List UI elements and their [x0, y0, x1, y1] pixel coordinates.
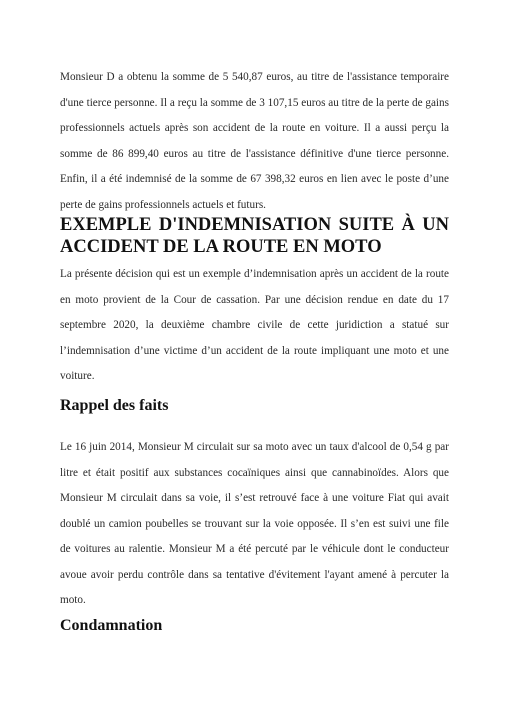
subheading-conviction: Condamnation — [60, 617, 163, 634]
section-heading-moto-example: EXEMPLE D'INDEMNISATION SUITE À UN ACCIDENT DE LA ROUTE EN MOTO — [60, 215, 449, 257]
paragraph-decision-intro: La présente décision qui est un exemple d’indemnisation après un accident de la route en moto provient de la Cour de cassation. Par une décision rendue en date du 17 septembre 2020, la deuxième chambre civile de cette juridiction a statué sur l’indemnisation d’une victime d’un accident de la route impliquant une moto et une voiture. — [60, 268, 449, 382]
subheading-facts: Rappel des faits — [60, 397, 169, 414]
paragraph-compensation-amounts: Monsieur D a obtenu la somme de 5 540,87 euros, au titre de l'assistance temporaire d'une tierce personne. Il a reçu la somme de 3 107,15 euros au titre de la perte de gains professionnels actuels après son accident de la route en voiture. Il a aussi perçu la somme de 86 899,40 euros au titre de l'assistance définitive d'une tierce personne. Enfin, il a été indemnisé de la somme de 67 398,32 euros en lien avec le poste d’une perte de gains professionnels actuels et futurs. — [60, 71, 449, 211]
paragraph-facts: Le 16 juin 2014, Monsieur M circulait sur sa moto avec un taux d'alcool de 0,54 g par litre et était positif aux substances cocaïniques ainsi que cannabinoïdes. Alors que Monsieur M circulait dans sa voie, il s’est retrouvé face à une voiture Fiat qui avait doublé un camion poubelles se trouvant sur la voie opposée. Il s’en est suivi une file de voitures au ralentie. Monsieur M a été percuté par le véhicule dont le conducteur avoue avoir perdu contrôle dans sa tentative d'évitement l'ayant amené à percuter la moto. — [60, 441, 449, 606]
